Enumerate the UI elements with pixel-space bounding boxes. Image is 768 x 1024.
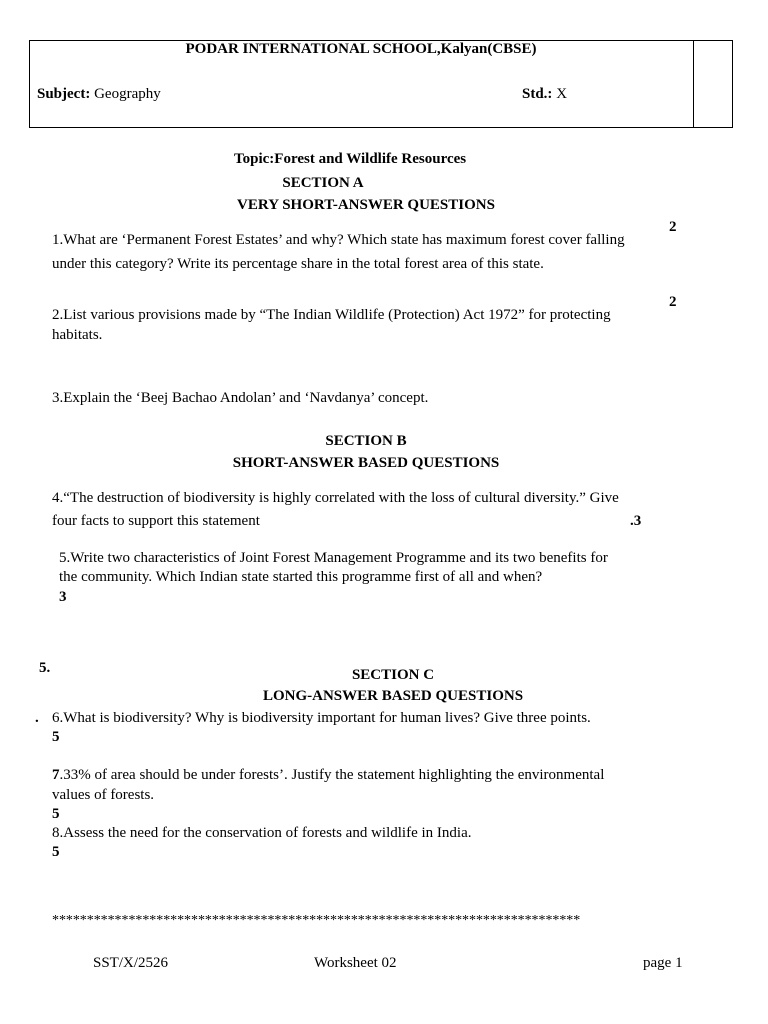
q4-line1: 4.“The destruction of biodiversity is highly correlated with the loss of cultural diversity.” Give xyxy=(52,490,619,506)
q5-line2: the community. Which Indian state started this programme first of all and when? xyxy=(59,569,543,585)
q2-text: 2.List various provisions made by “The Indian Wildlife (Protection) Act 1972” for protecting habitats. xyxy=(52,307,611,343)
stray-dot: . xyxy=(35,710,39,726)
q8-marks: 5 xyxy=(52,844,60,860)
q1-text: 1.What are ‘Permanent Forest Estates’ and why? Which state has maximum forest cover falling under this category? Write its percentage share in the total forest area of this state. xyxy=(52,232,625,272)
stray-number: 5. xyxy=(39,660,51,676)
school-name: PODAR INTERNATIONAL SCHOOL,Kalyan(CBSE) xyxy=(185,41,537,57)
std-value: X xyxy=(556,86,568,102)
subject-line xyxy=(37,86,161,103)
q2-marks: 2 xyxy=(669,294,677,310)
std-label: Std.: xyxy=(522,86,553,102)
section-c-subtitle: LONG-ANSWER BASED QUESTIONS xyxy=(262,688,524,704)
q5-marks: 3 xyxy=(59,589,67,605)
q7-number: 7 xyxy=(52,767,60,783)
section-b-title: SECTION B xyxy=(325,433,407,449)
footer-code: SST/X/2526 xyxy=(93,955,169,971)
section-a-subtitle: VERY SHORT-ANSWER QUESTIONS xyxy=(237,197,495,213)
q4-line2: four facts to support this statement xyxy=(52,513,260,529)
q7-line2: values of forests. xyxy=(52,787,155,803)
q7-marks: 5 xyxy=(52,806,60,822)
topic-label: Topic: xyxy=(234,151,275,167)
std-line xyxy=(522,86,567,103)
topic-value: Forest and Wildlife Resources xyxy=(274,151,467,167)
topic xyxy=(234,151,466,168)
q1-marks: 2 xyxy=(669,219,677,235)
q7-line1 xyxy=(52,767,604,784)
section-a-title: SECTION A xyxy=(282,175,364,191)
section-c-title: SECTION C xyxy=(351,667,435,683)
footer-page: page 1 xyxy=(643,955,683,971)
q6-marks: 5 xyxy=(52,729,60,745)
q6-text: 6.What is biodiversity? Why is biodiversity important for human lives? Give three points. xyxy=(52,710,591,726)
header-divider xyxy=(693,40,694,128)
q5-line1: 5.Write two characteristics of Joint Forest Management Programme and its two benefits for xyxy=(59,550,608,566)
stars-divider: **************************************************************************** xyxy=(52,913,581,928)
q8-text: 8.Assess the need for the conservation of forests and wildlife in India. xyxy=(52,825,472,841)
q3-text: 3.Explain the ‘Beej Bachao Andolan’ and ‘Navdanya’ concept. xyxy=(52,390,429,406)
q7-text: .33% of area should be under forests’. Justify the statement highlighting the environmental xyxy=(59,767,605,783)
subject-label: Subject: xyxy=(37,86,91,102)
footer-worksheet: Worksheet 02 xyxy=(314,955,397,971)
subject-value: Geography xyxy=(94,86,161,102)
q4-marks: .3 xyxy=(630,513,642,529)
section-b-subtitle: SHORT-ANSWER BASED QUESTIONS xyxy=(232,455,500,471)
